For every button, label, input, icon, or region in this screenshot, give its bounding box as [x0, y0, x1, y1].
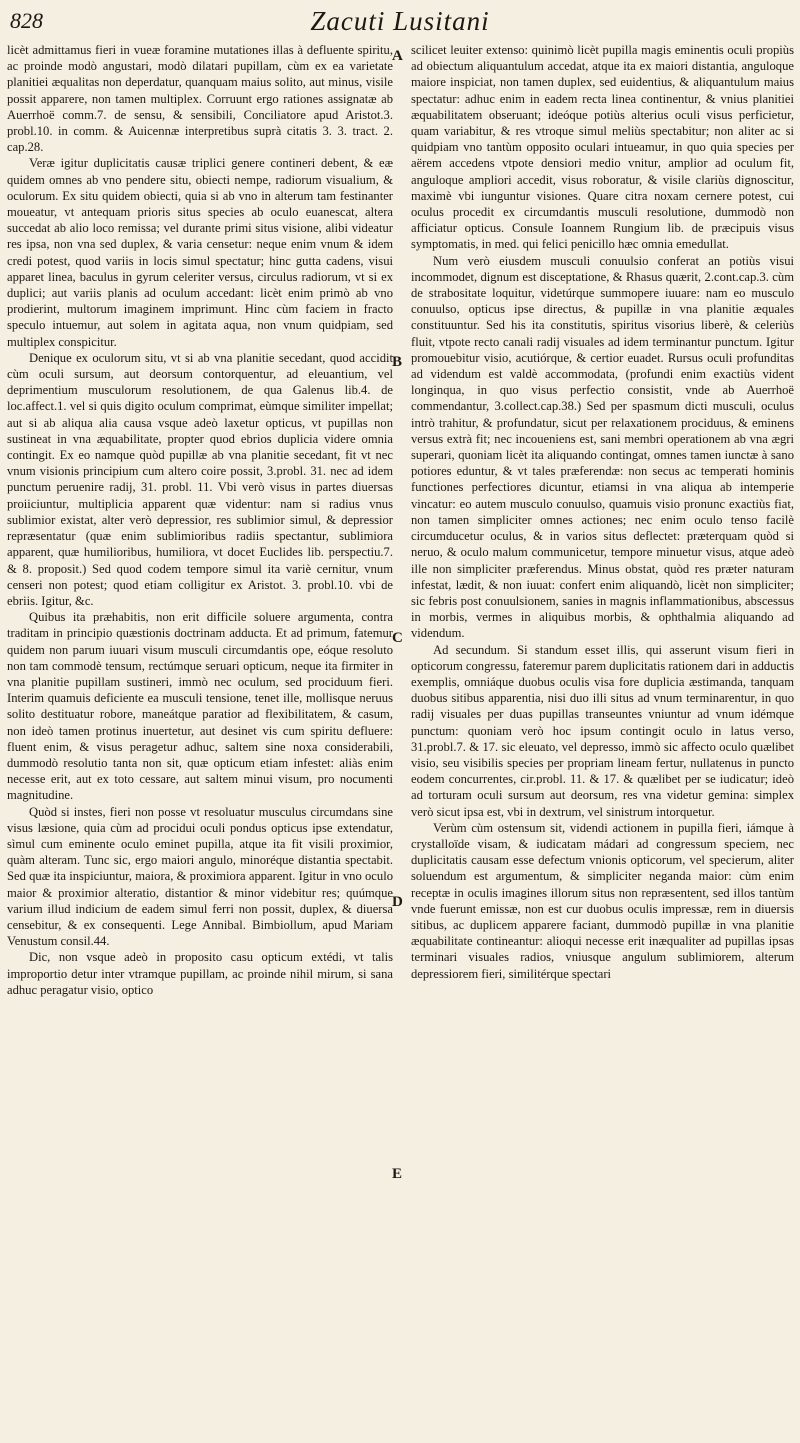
- paragraph: Dic, non vsque adeò in proposito casu opticum extédi, vt talis improportio detur inter vtramque pupillam, ac proinde nihil mirum, si sana adhuc peragatur visio, optico: [7, 950, 393, 997]
- paragraph: Ad secundum. Si standum esset illis, qui asserunt visum fieri in opticorum congressu, fateremur parem duplicitatis rationem dari in adductis exemplis, omniáque duobus oculis visa fore duplicia æstimanda, tanquam duobus sitibus apparentia, nisi duo illi situs ad vnum terminarentur, in quo radij visuales per duas pupillas transeuntes vniuntur ad vnum idémque punctum: quoniam verò hoc ipsum contingit oculo in latus verso, 31.probl.7. & 17. sic eleuato, vel depresso, immò sic affecto oculo quælibet visio, seu visibilis species per propriam lineam fertur, nullatenus in puncto eodem concurrentes, cir.probl. 11. & 17. & quælibet per se iudicatur; ideò ad torturam oculi sursum aut deorsum, res vna videtur gemina: simplex verò sicut ipsa est, vbi in dextrum, vel sinistrum intorquetur.: [411, 642, 794, 819]
- page-number: 828: [10, 8, 43, 33]
- margin-letter-a: A: [392, 48, 403, 64]
- margin-section-letters: [391, 42, 411, 1435]
- paragraph: Verùm cùm ostensum sit, videndi actionem in pupilla fieri, iámque à crystalloïde visam, & iudicatam mádari ad congressum speciem, nec duplicitatis causam esse defectum vnionis opticorum, vel specierum, aliter soluendum est argumentum, & simpliciter neganda maior: cùm enim receptæ in oculis imagines illorum situs non repræsentent, sed illos tantùm vnde fuerunt emissæ, non est cur duobus oculis impressæ, rem in diuersis sitibus, ac duplicem apparere faciant, dummodò pupillæ in vna planitie æquabilitate contineantur: alioqui necesse erit inæqualiter ad pupillas ipsas terminari visuales radios, vniusque angulum sublimiorem, alterum depressiorem fieri, similitérque spectari: [411, 820, 794, 981]
- paragraph: Num verò eiusdem musculi conuulsio conferat an potiùs visui incommodet, dignum est disceptatione, & Rhasus quærit, 2.cont.cap.3. cùm de strabositate loquitur, videtúrque summopere iuuare: nam eo musculo conuulso, opticus ipse directus, & pupillæ in vna planitie æquales constituuntur. Sed his ita constitutis, spiritus visorius liberè, & celeriùs fluit, vtpote recto canali radij visuales ad idem terminantur punctum. Igitur promouebitur visio, acutiórque, & certior euadet. Rursus oculi profunditas ad videndum est valdè accommodata, (profundi enim exactiùs vident longinqua, in quo visus perfectio consistit, vnde ab Auerrhoë commendantur, 3.collect.cap.38.) Sed per spasmum dicti musculi, oculus intrò trahitur, & profundatur, sicut per relaxationem prociduus, & eminens versus extrà fit; nec incoueniens est, sani membri operationem ab vna ægri superari, quoniam licèt ita aliquando contingat, omnes tamen iunctæ à sano potiores eduntur, & vt tales præferendæ: non secus ac temperati hominis functiones perfectiores dicuntur, etiamsi in vna aliqua ab intemperie vincatur: eo autem musculo conuulso, quamuis visio pronunc exactiùs fiat, non tamen simpliciter omnes actiones; nec enim oculo tenso facilè circumducetur oculus, & in varios situs deflectet: præterquam quòd si neruo, & oculo malum communicetur, tempore minuetur visus, atque adeò ille non simpliciter præferendus. Minus obstat, quòd res præter naturam infestat, lædit, & non iuuat: confert enim aliquandò, licèt non simpliciter; sic febris post conuulsionem, sanies in magnis inflammationibus, abscessus in morbis, vermes in aliquibus morbis, & ophthalmia aliquando ad videndum.: [411, 253, 794, 641]
- paragraph: Quibus ita præhabitis, non erit difficile soluere argumenta, contra traditam in principio quæstionis doctrinam adducta. Et ad primum, fatemur quidem non parum iuuari visum musculi circumdantis ope, eóque resoluto non tam commodè tensum, rectúmque seruari opticum, neque ita firmiter in vna planitie pupillam sustineri, immò nec oculum, sed prociduum fieri. Interim quamuis deficiente ea musculi tensione, tenet ille, mollisque neruus solito destituatur robore, maneátque paratior ad flexibilitatem, & casum, non ideò tamen protinus inuertetur, aut desinet vis cum spiritu defluere: fluent enim, & visus peragetur adhuc, saltem sine noxa considerabili, dummodò resolutio tanta non sit, quæ opticum etiam infestet: aliàs enim necesse erit, aut ex toto cessare, aut saltem minui visum, pro nocumenti magnitudine.: [7, 610, 393, 803]
- left-column: [7, 42, 393, 1435]
- paragraph: Veræ igitur duplicitatis causæ triplici genere contineri debent, & eæ quidem omnes ab vno pendere situ, obiecti nempe, radiorum visualium, & oculorum. Ex situ quidem obiecti, quia si ab vno in alterum tam festinanter moueatur, vt antequam prioris situs species ab oculo euanescat, altera succedat ab alio loco remissa; vel durante primi situs visione, alibi videatur res ipsa, non vna sed duplex, & varia censetur: neque enim vnum & idem credi potest, quod variis in locis simul spectatur; hinc gutta cadens, visui apparet linea, baculus in gyrum celeriter versus, circulus radiorum, vt si ex duplici; aut variis planis ad oculum accedant: licèt enim primò ab vno prodierint, multorum imaginem imprimunt. Hinc cùm faciem in fracto speculo intuemur, aut solem in agitata aqua, non vnum quidpiam, sed multiplex conspicitur.: [7, 156, 393, 349]
- paragraph: Denique ex oculorum situ, vt si ab vna planitie secedant, quod accidit cùm oculi sursum, aut deorsum contorquentur, ad eleuantium, vel deprimentium musculorum resolutionem, de qua Galenus lib.4. de loc.affect.1. vel si quis digito oculum comprimat, eùmque similiter impellat; aut si ab aliqua alia causa vsque adeò laxetur opticus, vt pupillas non sustineat in vna æquabilitate, propter quod ebrios duplicia videre omnia contingit. Ex eo namque quòd pupillæ ab vna planitie secedant, fit vt nec vnum visionis principium cum altero coire possit, 3.probl. 31. nec ad idem punctum peruenire radij, 31. probl. 11. Vbi verò visus in partes diuersas proiiciuntur, multiplicia apparent quæ videntur: nam si radius vnus sublimior existat, alter verò depressior, res sublimior simul, & depressior repræsentatur (quæ enim sublimioribus radiis spectantur, sublimiora apparent, quæ humilioribus, humiliora, vt docet Euclides lib. perspectiu.7. & 8. proposit.) Sed quod codem tempore simul ita variè cernitur, vnum censeri non potest; quod etiam colligitur ex Aristot. 3. probl.10. vbi de ebriis. Igitur, &c.: [7, 350, 393, 608]
- paragraph: scilicet leuiter extenso: quinimò licèt pupilla magis eminentis oculi propiùs ad obiectum aliquantulum accedat, atque ita ex maiori distantia, anguloque maiore inspiciat, non tamen duplex, sed euidentius, & aliquantulum maius spectatur: adhuc enim in eadem recta linea continentur, & vnius planitiei æquabilitatem obseruant; ideóque potiùs alterius oculi visus perficietur, quam variabitur, & res vtroque simul meliùs spectabitur; non aliter ac si quidpiam vno tantùm opposito oculari intueamur, in quo quia species per aërem accedens vtpote densiori medio vnitur, amplior ad oculum fit, anguloque ampliori accedit, visus roboratur, & visile clariùs dignoscitur, maximè vbi iunguntur visiones. Quare citra noxam cernere potest, cui oculus procedit ex circumdantis musculi resolutione, dummodò non afficiatur opticus. Consule Ioannem Rungium lib. de præcipuis visus symptomatis, in med. qui felici penicillo hæc omnia emedullat.: [411, 43, 794, 252]
- margin-letter-e: E: [392, 1166, 403, 1182]
- right-column: [411, 42, 794, 1435]
- paragraph: licèt admittamus fieri in vueæ foramine mutationes illas à defluente spiritu, ac proinde modò angustari, modò dilatari pupillam, cùm ex ea varietate planitiei æqualitas non deperdatur, quanquam maius solito, aut minus, visile possit apparere, non tamen multiplex. Corruunt ergo rationes assignatæ ab Auerrhoë comm.7. de sensu, & sensibili, Conciliatore apud Aristot.3. probl.10. in comm. & Auicennæ interpretibus suprà citatis 3. 3. tract. 2. cap.28.: [7, 43, 393, 155]
- margin-letter-d: D: [392, 894, 403, 910]
- paragraph: Quòd si instes, fieri non posse vt resoluatur musculus circumdans sine visus læsione, quia cùm ad procidui oculi pondus opticus ipse extendatur, sìmul cum eminente oculo eminet pupilla, atque ita fit visili proximior, quàm alteram. Tunc sic, ergo maiori angulo, minoréque distantia spectabit. Sed quæ ita inspiciuntur, maiora, & proximiora apparent. Igitur in vno oculo maior & proximior alteratio, distantior & minor videbitur res; quúmque varium illud indicium de eadem simul ferri non possit, duplex, & diuersa censebitur, & ex consequenti. Lege Annibal. Bimbiollum, apud Mariam Venustum consil.44.: [7, 804, 393, 949]
- page-header: [0, 6, 800, 46]
- margin-letter-c: C: [392, 630, 403, 646]
- running-head: Zacuti Lusitani: [310, 6, 490, 36]
- margin-letter-b: B: [392, 354, 403, 370]
